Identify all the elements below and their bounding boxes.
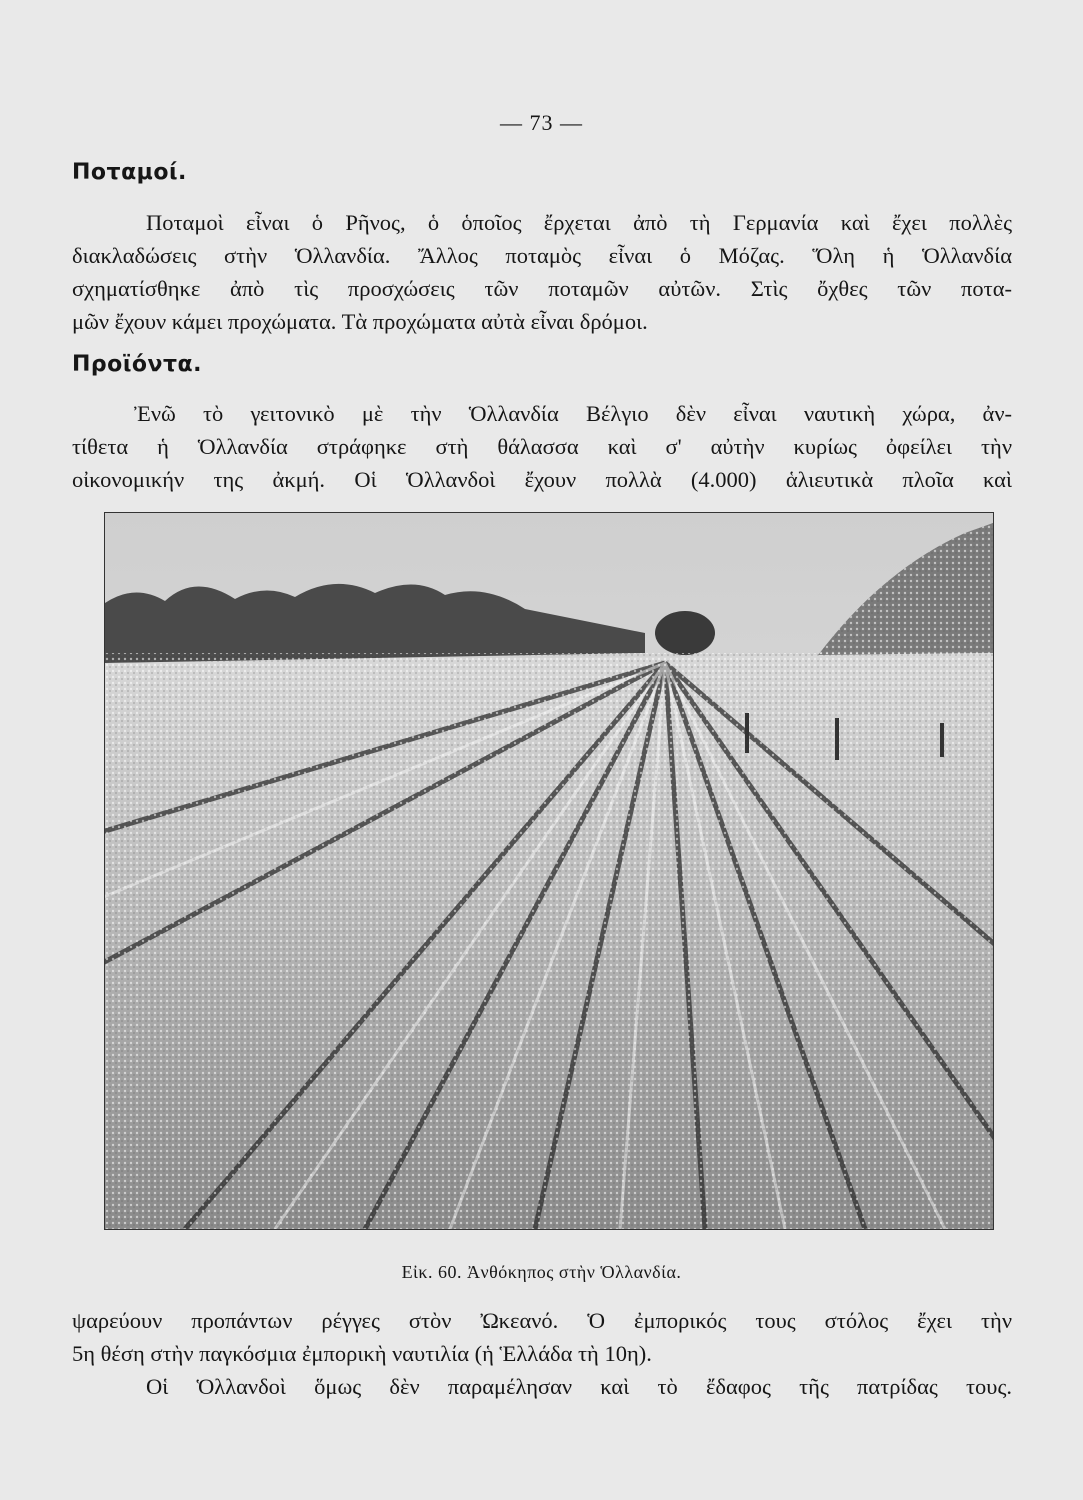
- paragraph-products: [72, 397, 1012, 496]
- flower-field-illustration: [105, 513, 993, 1229]
- text-line: Ἐνῶ τὸ γειτονικὸ μὲ τὴν Ὁλλανδία Βέλγιο δὲν εἶναι ναυτικὴ χώρα, ἀν-: [134, 401, 1012, 426]
- section-heading-rivers: Ποταμοί.: [72, 160, 187, 185]
- text-line: Ποταμοὶ εἶναι ὁ Ρῆνος, ὁ ὁποῖος ἔρχεται ἀπὸ τὴ Γερμανία καὶ ἔχει πολλὲς: [146, 210, 1012, 235]
- page-number: — 73 —: [500, 110, 583, 135]
- paragraph-rivers: [72, 206, 1012, 338]
- text-line: 5η θέση στὴν παγκόσμια ἐμπορικὴ ναυτιλία (ἡ Ἑλλάδα τὴ 10η).: [72, 1341, 652, 1366]
- text-line: ψαρεύουν προπάντων ρέγγες στὸν Ὠκεανό. Ὁ ἐμπορικός τους στόλος ἔχει τὴν: [72, 1308, 1012, 1333]
- text-line: μῶν ἔχουν κάμει προχώματα. Τὰ προχώματα αὐτὰ εἶναι δρόμοι.: [72, 309, 648, 334]
- text-line: οἰκονομικήν της ἀκμή. Οἱ Ὁλλανδοὶ ἔχουν πολλὰ (4.000) ἁλιευτικὰ πλοῖα καὶ: [72, 467, 1012, 492]
- text-line: διακλαδώσεις στὴν Ὁλλανδία. Ἄλλος ποταμὸς εἶναι ὁ Μόζας. Ὅλη ἡ Ὁλλανδία: [72, 243, 1012, 268]
- text-line: τίθετα ἡ Ὁλλανδία στράφηκε στὴ θάλασσα καὶ σ' αὐτὴν κυρίως ὀφείλει τὴν: [72, 434, 1012, 459]
- text-line: σχηματίσθηκε ἀπὸ τὶς προσχώσεις τῶν ποταμῶν αὐτῶν. Στὶς ὄχθες τῶν ποτα-: [72, 276, 1012, 301]
- section-heading-products: Προϊόντα.: [72, 352, 202, 377]
- text-line: Οἱ Ὁλλανδοὶ ὅμως δὲν παραμέλησαν καὶ τὸ ἔδαφος τῆς πατρίδας τους.: [146, 1374, 1012, 1399]
- figure-caption: Εἰκ. 60. Ἀνθόκηπος στὴν Ὁλλανδία.: [401, 1262, 682, 1282]
- flower-field-photo: [104, 512, 994, 1230]
- paragraph-continuation: [72, 1304, 1012, 1403]
